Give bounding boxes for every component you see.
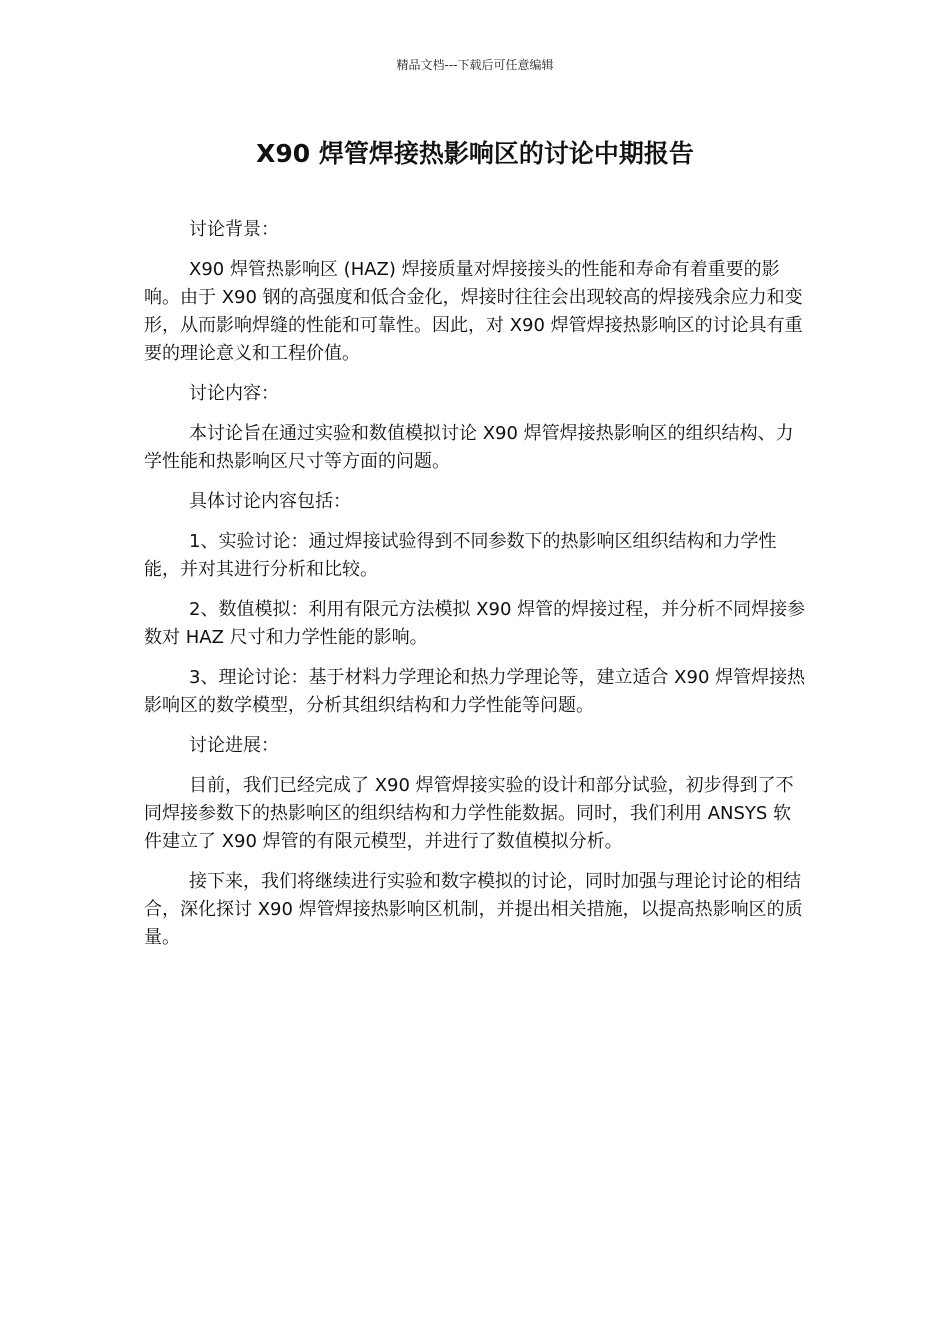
paragraph-progress: 目前，我们已经完成了 X90 焊管焊接实验的设计和部分试验，初步得到了不同焊接参数下的热影响区的组织结构和力学性能数据。同时，我们利用 ANSYS 软件建立了 X90 焊管的有限元模型，并进行了数值模拟分析。 xyxy=(144,775,794,852)
list-item-simulation: 2、数值模拟：利用有限元方法模拟 X90 焊管的焊接过程，并分析不同焊接参数对 HAZ 尺寸和力学性能的影响。 xyxy=(144,599,806,648)
section-heading-content: 讨论内容： xyxy=(189,383,279,404)
section-heading-specific-content: 具体讨论内容包括： xyxy=(189,491,351,512)
list-item-theory: 3、理论讨论：基于材料力学理论和热力学理论等，建立适合 X90 焊管焊接热影响区的数学模型，分析其组织结构和力学性能等问题。 xyxy=(144,667,806,716)
page-header-note: 精品文档---下载后可任意编辑 xyxy=(396,58,554,72)
document-body xyxy=(144,216,808,964)
list-item-experiment: 1、实验讨论：通过焊接试验得到不同参数下的热影响区组织结构和力学性能，并对其进行分析和比较。 xyxy=(144,531,777,580)
section-heading-progress: 讨论进展： xyxy=(189,735,279,756)
section-heading-background: 讨论背景： xyxy=(189,219,279,240)
document-title: X90 焊管焊接热影响区的讨论中期报告 xyxy=(256,139,694,168)
paragraph-content-aim: 本讨论旨在通过实验和数值模拟讨论 X90 焊管焊接热影响区的组织结构、力学性能和热影响区尺寸等方面的问题。 xyxy=(144,423,794,472)
paragraph-next-steps: 接下来，我们将继续进行实验和数字模拟的讨论，同时加强与理论讨论的相结合，深化探讨 X90 焊管焊接热影响区机制，并提出相关措施，以提高热影响区的质量。 xyxy=(144,871,803,948)
paragraph-background: X90 焊管热影响区 (HAZ) 焊接质量对焊接接头的性能和寿命有着重要的影响。由于 X90 钢的高强度和低合金化，焊接时往往会出现较高的焊接残余应力和变形，从而影响焊缝的性能和可靠性。因此，对 X90 焊管焊接热影响区的讨论具有重要的理论意义和工程价值。 xyxy=(144,259,803,364)
